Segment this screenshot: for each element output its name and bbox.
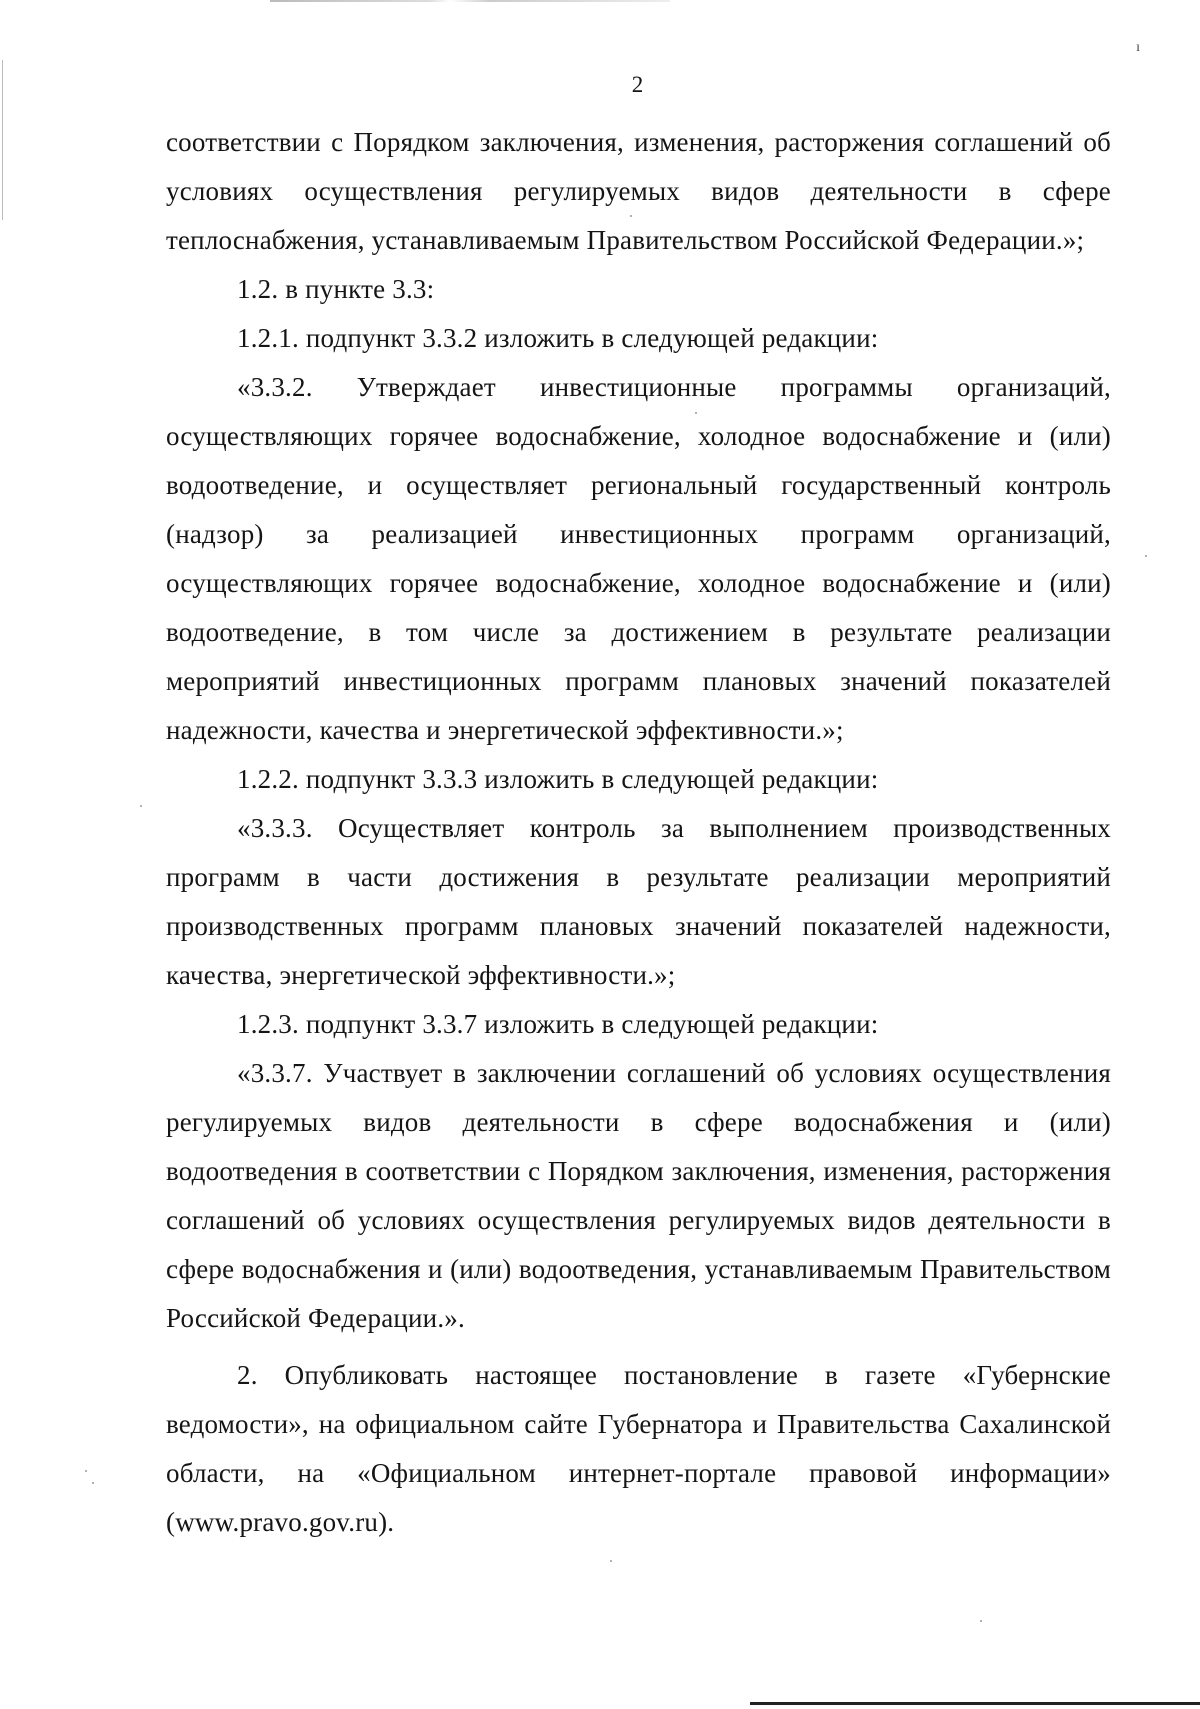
scan-edge-bottom [750, 1702, 1200, 1705]
paragraph-continuation: соответствии с Порядком заключения, изменения, расторжения соглашений об условиях осуществления регулируемых видов деятельности в сфере теплоснабжения, устанавливаемым Правительством Российской Федерации.»; [166, 127, 1111, 255]
document-body [166, 118, 1111, 1547]
paragraph-1-2-1: 1.2.1. подпункт 3.3.2 изложить в следующей редакции: [237, 323, 879, 353]
paragraph-3-3-2: «3.3.2. Утверждает инвестиционные программы организаций, осуществляющих горячее водоснабжение, холодное водоснабжение и (или) водоотведение, и осуществляет региональный государственный контроль (надзор) за реализацией инвестиционных программ организаций, осуществляющих горячее водоснабжение, холодное водоснабжение и (или) водоотведение, в том числе за достижением в результате реализации мероприятий инвестиционных программ плановых значений показателей надежности, качества и энергетической эффективности.»; [166, 372, 1111, 745]
scan-speck [92, 1482, 94, 1484]
paragraph-1-2-2: 1.2.2. подпункт 3.3.3 изложить в следующей редакции: [237, 764, 879, 794]
corner-mark: ı [1136, 40, 1140, 55]
paragraph-3-3-3: «3.3.3. Осуществляет контроль за выполнением производственных программ в части достижения в результате реализации мероприятий производственных программ плановых значений показателей надежности, качества, энергетической эффективности.»; [166, 813, 1111, 990]
paragraph-2-publish: 2. Опубликовать настоящее постановление в газете «Губернские ведомости», на официальном сайте Губернатора и Правительства Сахалинской области, на «Официальном интернет-портале правовой информации» (www.pravo.gov.ru). [166, 1360, 1111, 1537]
scan-edge-top [270, 0, 670, 2]
scan-speck [695, 412, 697, 414]
page-number: 2 [631, 72, 644, 97]
scan-speck [610, 1560, 612, 1562]
paragraph-3-3-7: «3.3.7. Участвует в заключении соглашений об условиях осуществления регулируемых видов деятельности в сфере водоснабжения и (или) водоотведения в соответствии с Порядком заключения, изменения, расторжения соглашений об условиях осуществления регулируемых видов деятельности в сфере водоснабжения и (или) водоотведения, устанавливаемым Правительством Российской Федерации.». [166, 1058, 1111, 1333]
scan-speck [85, 1470, 87, 1472]
scan-speck [980, 1620, 982, 1622]
paragraph-1-2-3: 1.2.3. подпункт 3.3.7 изложить в следующей редакции: [237, 1009, 879, 1039]
scan-speck [1145, 555, 1147, 557]
paragraph-1-2: 1.2. в пункте 3.3: [237, 274, 435, 304]
scan-speck [140, 805, 142, 807]
scan-speck [630, 215, 632, 217]
